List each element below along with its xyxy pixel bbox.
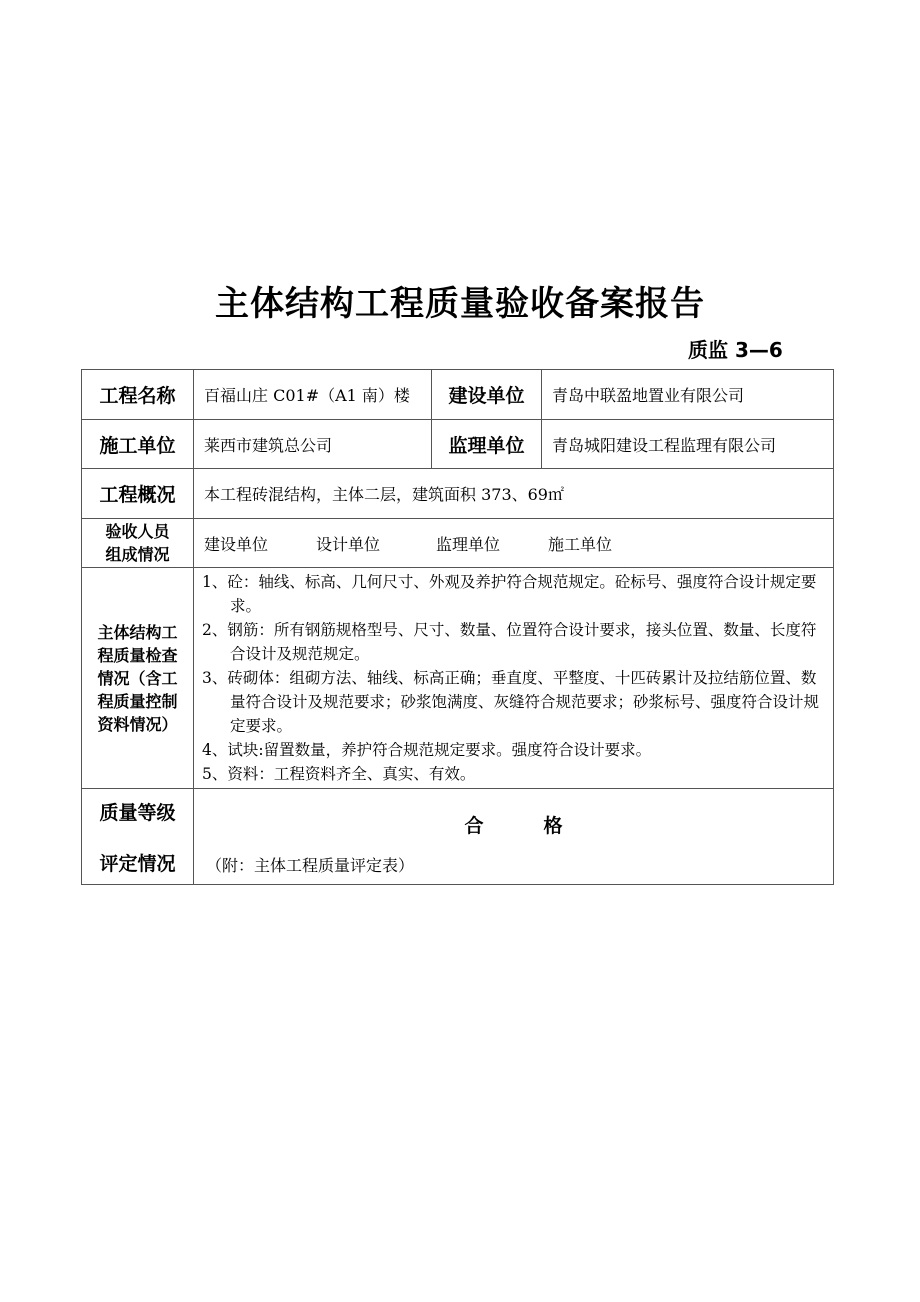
grade-cell: [194, 789, 834, 885]
form-code: 质监 3—6: [688, 338, 783, 362]
acceptance-label-line1: 验收人员: [105, 522, 170, 541]
supervisor-label: 监理单位: [432, 420, 542, 469]
row-project-name: [82, 370, 834, 420]
report-table: [81, 369, 834, 885]
contractor-value: 莱西市建筑总公司: [194, 420, 432, 469]
project-name-label: 工程名称: [82, 370, 194, 420]
inspection-label: [82, 568, 194, 789]
member-owner: 建设单位: [204, 534, 269, 554]
inspection-label-line: 情况（含工: [97, 668, 178, 688]
overview-label: 工程概况: [82, 469, 194, 519]
inspection-items: [194, 568, 834, 789]
acceptance-label: [82, 519, 194, 568]
inspection-item: 5、资料：工程资料齐全、真实、有效。: [202, 765, 476, 783]
row-contractor: [82, 420, 834, 469]
overview-value: 本工程砖混结构，主体二层，建筑面积 373、69㎡: [194, 469, 834, 519]
inspection-label-line: 资料情况）: [97, 714, 178, 734]
grade-label-line2: 评定情况: [99, 852, 176, 875]
inspection-label-line: 主体结构工: [97, 622, 178, 642]
member-supervisor: 监理单位: [436, 534, 501, 554]
contractor-label: 施工单位: [82, 420, 194, 469]
inspection-item: 4、试块:留置数量，养护符合规范规定要求。强度符合设计要求。: [202, 741, 652, 759]
grade-note: （附：主体工程质量评定表）: [206, 856, 415, 875]
grade-label-line1: 质量等级: [99, 801, 176, 824]
owner-value: 青岛中联盈地置业有限公司: [542, 370, 834, 420]
row-inspection: [82, 568, 834, 789]
row-grade: [82, 789, 834, 885]
grade-label: [82, 789, 194, 885]
inspection-item: 1、砼：轴线、标高、几何尺寸、外观及养护符合规范规定。砼标号、强度符合设计规定要求。: [202, 573, 817, 615]
supervisor-value: 青岛城阳建设工程监理有限公司: [542, 420, 834, 469]
owner-label: 建设单位: [432, 370, 542, 420]
row-overview: [82, 469, 834, 519]
project-name-value: 百福山庄 C01#（A1 南）楼: [194, 370, 432, 420]
grade-value: 合格: [464, 815, 623, 837]
report-title: 主体结构工程质量验收备案报告: [215, 284, 705, 324]
inspection-item: 3、砖砌体：组砌方法、轴线、标高正确；垂直度、平整度、十匹砖累计及拉结筋位置、数量符合设计及规范要求；砂浆饱满度、灰缝符合规范要求；砂浆标号、强度符合设计规定要求。: [202, 669, 820, 735]
acceptance-label-line2: 组成情况: [105, 545, 170, 564]
inspection-label-line: 程质量控制: [97, 691, 178, 711]
member-designer: 设计单位: [316, 534, 381, 554]
row-acceptance: [82, 519, 834, 568]
inspection-label-line: 程质量检查: [97, 645, 178, 665]
acceptance-members: [194, 519, 834, 568]
inspection-item: 2、钢筋：所有钢筋规格型号、尺寸、数量、位置符合设计要求，接头位置、数量、长度符合设计及规范规定。: [202, 621, 817, 663]
member-contractor: 施工单位: [548, 534, 613, 554]
